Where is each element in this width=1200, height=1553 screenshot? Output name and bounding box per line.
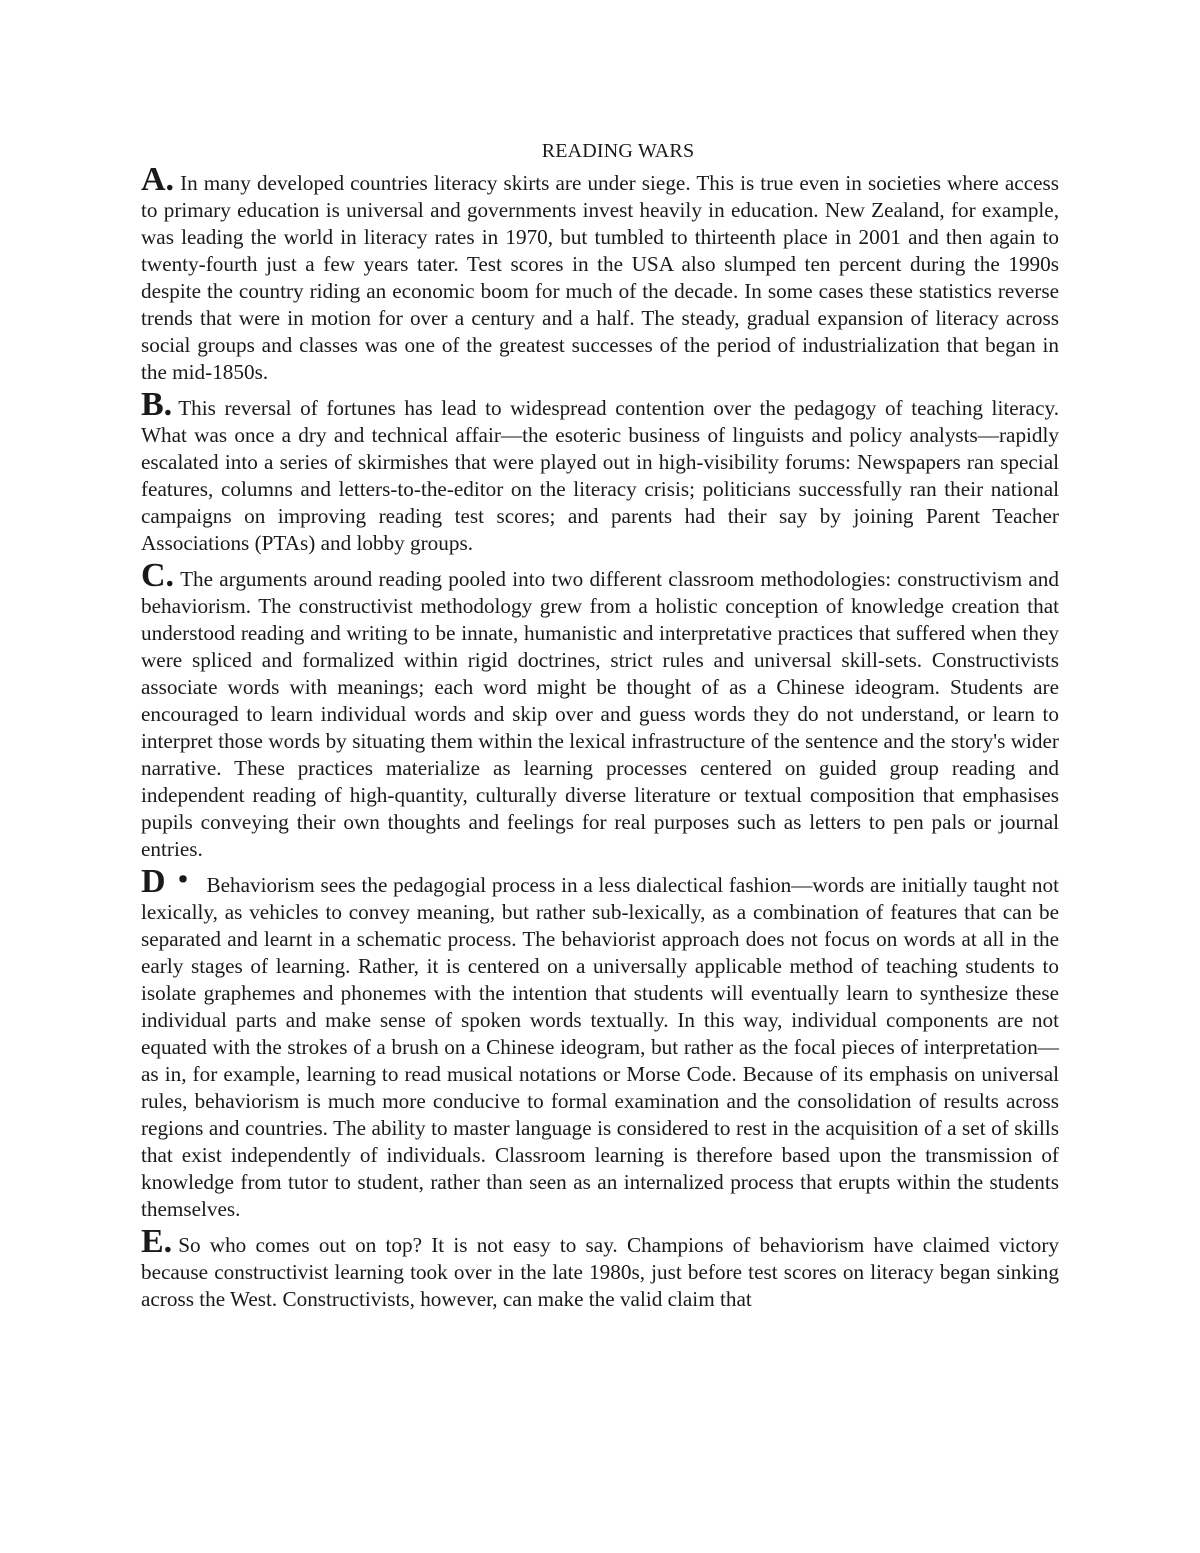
paragraph-e <box>141 1223 1059 1313</box>
paragraph-text: So who comes out on top? It is not easy to say. Champions of behaviorism have claimed victory because constructivist learning took over in the late 1980s, just before test scores on literacy began sinking across the West. Constructivists, however, can make the valid claim that <box>141 1233 1059 1311</box>
paragraph-text: The arguments around reading pooled into two different classroom methodologies: constructivism and behaviorism. The constructivist methodology grew from a holistic conception of knowledge creation that understood reading and writing to be innate, humanistic and interpretative practices that suffered when they were spliced and formalized within rigid doctrines, strict rules and universal skill-sets. Constructivists associate words with meanings; each word might be thought of as a Chinese ideogram. Students are encouraged to learn individual words and skip over and guess words they do not understand, or learn to interpret those words by situating them within the lexical infrastructure of the sentence and the story's wider narrative. These practices materialize as learning processes centered on guided group reading and independent reading of high-quantity, culturally diverse literature or textual composition that emphasises pupils conveying their own thoughts and feelings for real purposes such as letters to pen pals or journal entries. <box>141 567 1059 861</box>
paragraph-d <box>141 863 1060 1223</box>
paragraph-a <box>141 161 1059 386</box>
paragraph-letter: E. <box>141 1223 173 1260</box>
paragraph-letter: A. <box>141 161 175 198</box>
paragraph-text: This reversal of fortunes has lead to widespread contention over the pedagogy of teaching literacy. What was once a dry and technical affair—the esoteric business of linguists and policy analysts—rapidly escalated into a series of skirmishes that were played out in high-visibility forums: Newspapers ran special features, columns and letters-to-the-editor on the literacy crisis; politicians successfully ran their national campaigns on improving reading test scores; and parents had their say by joining Parent Teacher Associations (PTAs) and lobby groups. <box>141 396 1059 555</box>
paragraph-b <box>141 386 1059 557</box>
paragraph-letter: D・ <box>141 863 201 900</box>
document-page <box>141 140 1059 1319</box>
paragraph-c <box>141 557 1059 863</box>
paragraph-letter: C. <box>141 557 175 594</box>
paragraph-text: Behaviorism sees the pedagogial process in a less dialectical fashion—words are initially taught not lexically, as vehicles to convey meaning, but rather sub-lexically, as a combination of features that can be separated and learnt in a schematic process. The behaviorist approach does not focus on words at all in the early stages of learning. Rather, it is centered on a universally applicable method of teaching students to isolate graphemes and phonemes with the intention that students will eventually learn to synthesize these individual parts and make sense of spoken words textually. In this way, individual components are not equated with the strokes of a brush on a Chinese ideogram, but rather as the focal pieces of interpretation—as in, for example, learning to read musical notations or Morse Code. Because of its emphasis on universal rules, behaviorism is much more conducive to formal examination and the consolidation of results across regions and countries. The ability to master language is considered to rest in the acquisition of a set of skills that exist independently of individuals. Classroom learning is therefore based upon the transmission of knowledge from tutor to student, rather than seen as an internalized process that erupts within the students themselves. <box>141 873 1060 1221</box>
paragraph-text: In many developed countries literacy skirts are under siege. This is true even in societies where access to primary education is universal and governments invest heavily in education. New Zealand, for example, was leading the world in literacy rates in 1970, but tumbled to thirteenth place in 2001 and then again to twenty-fourth just a few years tater. Test scores in the USA also slumped ten percent during the 1990s despite the country riding an economic boom for much of the decade. In some cases these statistics reverse trends that were in motion for over a century and a half. The steady, gradual expansion of literacy across social groups and classes was one of the greatest successes of the period of industrialization that began in the mid-1850s. <box>141 171 1059 384</box>
document-title: READING WARS <box>541 140 695 162</box>
paragraph-letter: B. <box>141 386 173 423</box>
